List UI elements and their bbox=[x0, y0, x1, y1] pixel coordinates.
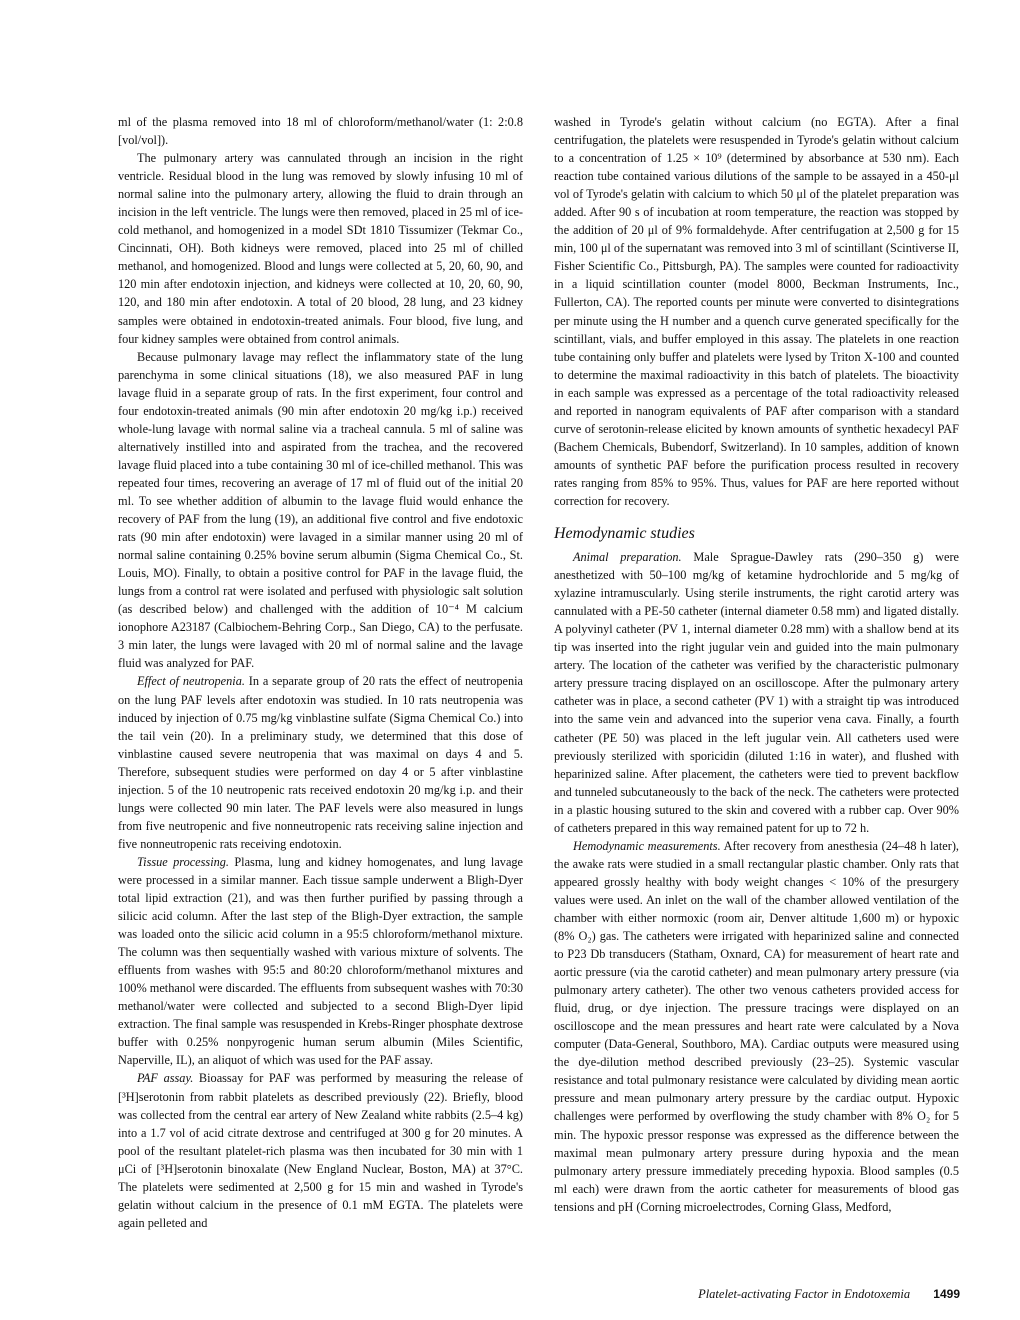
paragraph-tissue-processing bbox=[118, 853, 523, 1070]
paragraph-hemodynamic-measurements-text: After recovery from anesthesia (24–48 h later), the awake rats were studied in a small rectangular plastic chamber. Only rats that appeared grossly healthy with body weight changes < 10% of the presurgery values were used. An inlet on the wall of the chamber allowed ventilation of the chamber with either normoxic (room air, Denver altitude 1,600 m) or hypoxic (8% O₂) gas. The catheters were irrigated with heparinized saline and connected to P23 Db transducers (Statham, Oxnard, CA) for measurement of heart rate and aortic pressure (via the carotid catheter) and mean pulmonary artery pressure (via pulmonary artery catheter). The other two venous catheters provided access for fluid, drug, or dye injection. The pressure tracings were displayed on an oscilloscope and the mean pressures and heart rate were calculated by a Nova computer (Data-General, Southboro, MA). Cardiac outputs were measured using the dye-dilution method described previously (23–25). Systemic vascular resistance and total pulmonary resistance were calculated by dividing mean aortic pressure and mean pulmonary artery pressure by the cardiac output. Hypoxic challenges were performed by overflowing the study chamber with 8% O₂ for 5 min. The hypoxic pressor response was expressed as the difference between the maximal mean pulmonary artery pressure during hypoxia and the mean pulmonary artery pressure immediately preceding hypoxia. Blood samples (0.5 ml each) were drawn from the aortic catheter for measurements of blood gas tensions and pH (Corning microelectrodes, Corning Glass, Medford, bbox=[554, 838, 959, 1214]
paragraph-neutropenia bbox=[118, 672, 523, 852]
page-footer bbox=[0, 1287, 960, 1302]
paragraph-neutropenia-text: In a separate group of 20 rats the effect of neutropenia on the lung PAF levels after endotoxin was studied. In 10 rats neutropenia was induced by injection of 0.75 mg/kg vinblastine sulfate (Sigma Chemical Co.) into the tail vein (20). In a preliminary study, we determined that this dose of vinblastine caused severe neutropenia that was maximal on days 4 and 5. Therefore, subsequent studies were performed on day 4 or 5 after vinblastine injection. 5 of the 10 neutropenic rats received endotoxin 20 mg/kg i.p. and their lungs were collected 90 min later. The PAF levels were also measured in lungs from five neutropenic and five nonneutropenic rats receiving saline injection and five nonneutropenic rats receiving endotoxin. bbox=[118, 674, 523, 851]
paragraph-platelet-assay-continued: washed in Tyrode's gelatin without calcium (no EGTA). After a final centrifugation, the platelets were resuspended in Tyrode's gelatin without calcium to a concentration of 1.25 × 10⁹ (determined by absorbance at 530 nm). Each reaction tube contained various dilutions of the sample to be assayed in a 450-μl vol of Tyrode's gelatin with calcium to which 50 μl of the platelet preparation was added. After 90 s of incubation at room temperature, the reaction was stopped by the addition of 20 μl of 9% formaldehyde. After centrifugation at 2,500 g for 15 min, 100 μl of the supernatant was removed into 3 ml of scintillant (Scintiverse II, Fisher Scientific Co., Pittsburgh, PA). The samples were counted for radioactivity in a liquid scintillation counter (model 8000, Beckman Instruments, Inc., Fullerton, CA). The reported counts per minute were converted to disintegrations per minute using the H number and a quench curve generated specifically for the scintillant, vials, and buffer employed in this assay. The platelets in one reaction tube containing only buffer and platelets were lysed by Triton X-100 and counted to determine the maximal radioactivity in this batch of platelets. The bioactivity in each sample was expressed as a percentage of the total radioactivity released and reported in nanogram equivalents of PAF after comparison with a standard curve of serotonin-release elicited by known amounts of synthetic hexadecyl PAF (Bachem Chemicals, Bubendorf, Switzerland). In 10 samples, addition of known amounts of synthetic PAF before the purification process resulted in recovery rates ranging from 85% to 95%. Thus, values for PAF are here reported without correction for recovery. bbox=[554, 115, 959, 508]
paragraph-animal-preparation-text: Male Sprague-Dawley rats (290–350 g) were anesthetized with 50–100 mg/kg of ketamine hydrochloride and 5 mg/kg of xylazine intramuscularly. Using sterile instruments, the right carotid artery was cannulated with a PE-50 catheter (internal diameter 0.58 mm) and ligated distally. A polyvinyl catheter (PV 1, internal diameter 0.28 mm) with a shallow bend at its tip was inserted into the right jugular vein and guided into the main pulmonary artery. The location of the catheter was verified by the characteristic pulmonary artery pressure tracing displayed on an oscilloscope. After the pulmonary artery catheter was in place, a second catheter (PV 1) with a straight tip was introduced into the same vein and advanced into the superior vena cava. Finally, a fourth catheter (PE 50) was placed in the left jugular vein. All catheters used were previously sterilized with sporicidin (diluted 1:16 in water), and flushed with heparinized saline. After placement, the catheters were tied to prevent backflow and tunneled subcutaneously to the back of the neck. The catheters were protected in a plastic housing sutured to the skin and covered with a rubber cap. Over 90% of catheters prepared in this way remained patent for up to 72 h. bbox=[554, 550, 959, 835]
page-number: 1499 bbox=[933, 1287, 960, 1301]
paragraph-plasma-extraction: ml of the plasma removed into 18 ml of chloroform/methanol/water (1: 2:0.8 [vol/vol]). bbox=[118, 115, 523, 148]
paragraph-paf-assay bbox=[118, 1069, 523, 1231]
paragraph-animal-preparation bbox=[554, 548, 959, 837]
paragraph-paf-assay-text: Bioassay for PAF was performed by measuring the release of [³H]serotonin from rabbit platelets as described previously (22). Briefly, blood was collected from the central ear artery of New Zealand white rabbits (2.5–4 kg) into a 1.7 vol of acid citrate dextrose and centrifuged at 300 g for 20 minutes. A pool of the resultant platelet-rich plasma was then incubated for 30 min with 1 μCi of [³H]serotonin binoxalate (New England Nuclear, Boston, MA) at 37°C. The platelets were sedimented at 2,500 g for 15 min and washed in Tyrode's gelatin without calcium in the presence of 0.1 mM EGTA. The platelets were again pelleted and bbox=[118, 1071, 523, 1230]
runin-heading-neutropenia: Effect of neutropenia. bbox=[137, 674, 245, 689]
runin-heading-animal-preparation: Animal preparation. bbox=[573, 550, 682, 565]
left-column bbox=[118, 113, 523, 1232]
runin-heading-tissue-processing: Tissue processing. bbox=[137, 854, 229, 869]
right-column bbox=[554, 113, 959, 1216]
runin-heading-paf-assay: PAF assay. bbox=[137, 1071, 194, 1086]
runin-heading-hemodynamic-measurements: Hemodynamic measurements. bbox=[573, 838, 721, 853]
paragraph-tissue-collection: The pulmonary artery was cannulated through an incision in the right ventricle. Residual blood in the lung was removed by slowly infusing 10 ml of normal saline into the pulmonary artery, allowing the fluid to drain through an incision in the left ventricle. The lungs were then removed, placed in 25 ml of ice-cold methanol, and homogenized in a model SDt 1810 Tissumizer (Tekmar Co., Cincinnati, OH). Both kidneys were removed, placed into 25 ml of chilled methanol, and homogenized. Blood and lungs were collected at 5, 20, 60, 90, and 120 min after endotoxin injection, and kidneys were collected at 10, 20, 60, 90, 120, and 180 min after endotoxin. A total of 20 blood, 28 lung, and 23 kidney samples were obtained in endotoxin-treated animals. Four blood, five lung, and four kidney samples were obtained from control animals. bbox=[118, 151, 523, 346]
paragraph-lung-lavage: Because pulmonary lavage may reflect the inflammatory state of the lung parenchyma in some clinical situations (18), we also measured PAF in lung lavage fluid in a separate group of rats. In the first experiment, four control and four endotoxin-treated animals (90 min after endotoxin 20 mg/kg i.p.) received whole-lung lavage with normal saline via a tracheal cannula. 5 ml of saline was alternatively instilled into and aspirated from the trachea, and the recovered lavage fluid placed into a tube containing 30 ml of ice-chilled methanol. This was repeated four times, recovering an average of 17 ml of fluid out of the initial 20 ml. To see whether addition of albumin to the lavage fluid would enhance the recovery of PAF from the lung (19), an additional five control and five endotoxic rats (90 min after endotoxin) were lavaged in a similar manner using 20 ml of normal saline containing 0.25% bovine serum albumin (Sigma Chemical Co., St. Louis, MO). Finally, to obtain a positive control for PAF in the lavage fluid, the lungs from a control rat were isolated and perfused with physiologic salt solution (as described below) and challenged with the addition of 10⁻⁴ M calcium ionophore A23187 (Calbiochem-Behring Corp., San Diego, CA) to the perfusate. 3 min later, the lungs were lavaged with 20 ml of normal saline and the lavage fluid was analyzed for PAF. bbox=[118, 349, 523, 671]
section-heading-hemodynamic-studies: Hemodynamic studies bbox=[554, 525, 695, 543]
running-title: Platelet-activating Factor in Endotoxemia bbox=[698, 1287, 911, 1301]
paragraph-hemodynamic-measurements bbox=[554, 837, 959, 1216]
paragraph-tissue-processing-text: Plasma, lung and kidney homogenates, and lung lavage were processed in a similar manner. Each tissue sample underwent a Bligh-Dyer total lipid extraction (21), and was then further purified by passing through a silicic acid column. After the last step of the Bligh-Dyer extraction, the sample was loaded onto the silicic acid column in a 95:5 chloroform/methanol mixture. The column was then sequentially washed with various mixture of solvents. The effluents from washes with 95:5 and 80:20 chloroform/methanol mixtures and 100% methanol were discarded. The effluents from subsequent washes with 70:30 methanol/water were collected and subjected to a second Bligh-Dyer lipid extraction. The final sample was resuspended in Krebs-Ringer phosphate dextrose buffer with 0.25% nonpyrogenic human serum albumin (Miles Scientific, Naperville, IL), an aliquot of which was used for the PAF assay. bbox=[118, 854, 524, 1068]
